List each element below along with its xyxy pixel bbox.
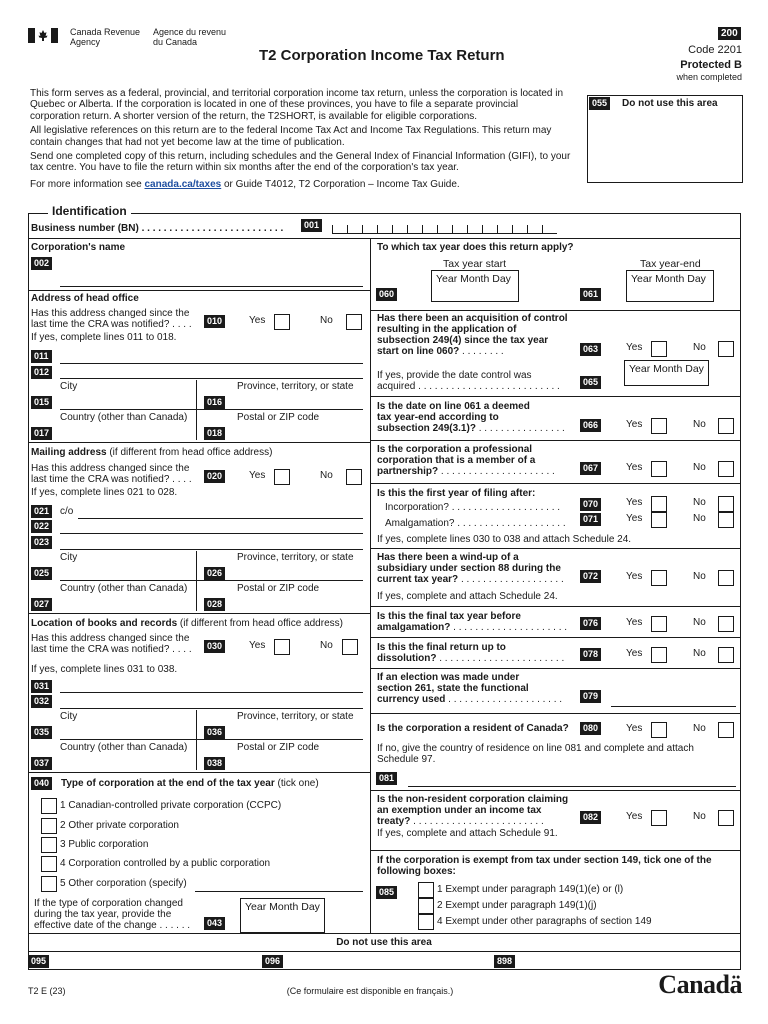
- do-not-use-area-label: Do not use this area: [336, 937, 432, 948]
- exempt-4-checkbox[interactable]: [418, 914, 434, 930]
- head-office-label: Address of head office: [31, 293, 139, 304]
- q067-no-checkbox[interactable]: [718, 461, 734, 477]
- code-037: 037: [31, 757, 52, 770]
- q080-yes-checkbox[interactable]: [651, 722, 667, 738]
- no-label: No: [693, 497, 706, 508]
- corp-type-label: Type of corporation at the end of the tax year (tick one): [61, 778, 319, 789]
- code-079: 079: [580, 690, 601, 703]
- yes-label: Yes: [626, 497, 643, 508]
- protected-label: Protected B: [680, 59, 742, 71]
- canada-flag-icon: [28, 28, 58, 43]
- type-change-date[interactable]: Year Month Day: [240, 898, 325, 933]
- type-4-label: 4 Corporation controlled by a public corporation: [60, 858, 271, 869]
- q063: Has there been an acquisition of control resulting in the application of subsection 249(4) since the tax year start on line 060? . . . . . . . .: [377, 313, 568, 357]
- books-line-032[interactable]: [60, 708, 363, 709]
- code-018: 018: [204, 427, 225, 440]
- q067: Is the corporation a professional corporation that is a member of a partnership? . . . . . . . . . . . . . . . . . . . . .: [377, 444, 555, 477]
- books-no-checkbox[interactable]: [342, 639, 358, 655]
- q076-no-checkbox[interactable]: [718, 616, 734, 632]
- code-016: 016: [204, 396, 225, 409]
- code-081: 081: [376, 772, 397, 785]
- no-label: No: [320, 470, 333, 481]
- exempt-4-label: 4 Exempt under other paragraphs of section 149: [437, 916, 652, 927]
- country-label: Country (other than Canada): [60, 742, 188, 753]
- exempt-2-label: 2 Exempt under paragraph 149(1)(j): [437, 900, 597, 911]
- type-1-checkbox[interactable]: [41, 798, 57, 814]
- code-078: 078: [580, 648, 601, 661]
- bn-input[interactable]: [332, 218, 557, 234]
- ho-no-checkbox[interactable]: [346, 314, 362, 330]
- code-002: 002: [31, 257, 52, 270]
- city-label: City: [60, 381, 78, 392]
- code-028: 028: [204, 598, 225, 611]
- yes-label: Yes: [626, 617, 643, 628]
- code-035: 035: [31, 726, 52, 739]
- french-note: (Ce formulaire est disponible en français.): [286, 986, 454, 996]
- control-date[interactable]: Year Month Day: [624, 360, 709, 386]
- type-5-label: 5 Other corporation (specify): [60, 878, 187, 889]
- incorp-label: Incorporation? . . . . . . . . . . . . . . . . . . . .: [385, 502, 561, 513]
- code-011: 011: [31, 350, 52, 363]
- yes-label: Yes: [626, 462, 643, 473]
- protected-sub: when completed: [676, 72, 742, 82]
- currency-input[interactable]: [611, 706, 736, 707]
- q070: Is this the first year of filing after:: [377, 488, 536, 499]
- books-label: Location of books and records (if different from head office address): [31, 618, 343, 629]
- code-085: 085: [376, 886, 397, 899]
- cra-name-fr: Agence du revenu du Canada: [153, 27, 227, 47]
- co-label: c/o: [60, 506, 74, 517]
- books-changed-q: Has this address changed since the last time the CRA was notified? . . . .: [31, 633, 192, 655]
- code-027: 027: [31, 598, 52, 611]
- corp-name-label: Corporation's name: [31, 242, 126, 253]
- if-no-097: If no, give the country of residence on line 081 and complete and attach Schedule 97.: [377, 743, 694, 765]
- code-036: 036: [204, 726, 225, 739]
- q080-no-checkbox[interactable]: [718, 722, 734, 738]
- country-label: Country (other than Canada): [60, 583, 188, 594]
- code-061: 061: [580, 288, 601, 301]
- q065: If yes, provide the date control was acquired . . . . . . . . . . . . . . . . . . . . . . . . . .: [377, 370, 560, 392]
- q072: Has there been a wind-up of a subsidiary under section 88 during the current tax year? . . . . . . . . . . . . . . . . . . .: [377, 552, 564, 585]
- form-code: Code 2201: [688, 44, 742, 56]
- country-label: Country (other than Canada): [60, 412, 188, 423]
- no-label: No: [693, 342, 706, 353]
- ho-city-line[interactable]: [60, 409, 363, 410]
- mail-line-021[interactable]: [78, 518, 363, 519]
- q066-yes-checkbox[interactable]: [651, 418, 667, 434]
- code-032: 032: [31, 695, 52, 708]
- postal-label: Postal or ZIP code: [237, 742, 320, 753]
- code-071: 071: [580, 513, 601, 526]
- code-030: 030: [204, 640, 225, 653]
- code-060: 060: [376, 288, 397, 301]
- yes-label: Yes: [626, 811, 643, 822]
- type-3-label: 3 Public corporation: [60, 839, 149, 850]
- code-040: 040: [31, 777, 52, 790]
- q082: Is the non-resident corporation claiming an exemption under an income tax treaty? . . . . . . . . . . . . . . . . . . . . . . . .: [377, 794, 569, 827]
- code-072: 072: [580, 570, 601, 583]
- corp-name-input[interactable]: [60, 286, 363, 287]
- city-label: City: [60, 552, 78, 563]
- mail-line-023[interactable]: [60, 549, 363, 550]
- exempt-2-checkbox[interactable]: [418, 898, 434, 914]
- tax-year-q: To which tax year does this return apply?: [377, 242, 574, 253]
- yes-label: Yes: [626, 723, 643, 734]
- country-residence-input[interactable]: [408, 786, 736, 787]
- canada-taxes-link[interactable]: canada.ca/taxes: [144, 178, 222, 190]
- q080: Is the corporation a resident of Canada?: [377, 723, 569, 734]
- code-055: 055: [589, 97, 610, 110]
- q070-no-checkbox[interactable]: [718, 496, 734, 512]
- mailing-label: Mailing address (if different from head office address): [31, 447, 273, 458]
- canada-wordmark: Canadä: [658, 970, 742, 999]
- type-5-checkbox[interactable]: [41, 876, 57, 892]
- code-022: 022: [31, 520, 52, 533]
- no-label: No: [693, 571, 706, 582]
- no-label: No: [693, 513, 706, 524]
- code-043: 043: [204, 917, 225, 930]
- q076-yes-checkbox[interactable]: [651, 616, 667, 632]
- code-021: 021: [31, 505, 52, 518]
- code-031: 031: [31, 680, 52, 693]
- mail-changed-q: Has this address changed since the last time the CRA was notified? . . . .: [31, 463, 192, 485]
- code-067: 067: [580, 462, 601, 475]
- prov-label: Province, territory, or state: [237, 711, 354, 722]
- code-095: 095: [28, 955, 49, 968]
- yes-label: Yes: [626, 648, 643, 659]
- if-yes-031: If yes, complete lines 031 to 038.: [31, 664, 178, 675]
- identification-legend: Identification: [48, 205, 131, 219]
- code-066: 066: [580, 419, 601, 432]
- tax-year-start-label: Tax year start: [443, 258, 507, 270]
- yes-label: Yes: [626, 571, 643, 582]
- code-038: 038: [204, 757, 225, 770]
- no-label: No: [693, 617, 706, 628]
- no-label: No: [693, 419, 706, 430]
- code-076: 076: [580, 617, 601, 630]
- prov-label: Province, territory, or state: [237, 381, 354, 392]
- mail-no-checkbox[interactable]: [346, 469, 362, 485]
- yes-label: Yes: [626, 513, 643, 524]
- q067-yes-checkbox[interactable]: [651, 461, 667, 477]
- type-change-label: If the type of corporation changed during the tax year, provide the effective date of the change . . . . . .: [34, 898, 191, 931]
- q066: Is the date on line 061 a deemed tax year-end according to subsection 249(3.1)? . . . . . . . . . . . . . . . .: [377, 401, 565, 434]
- q082-no-checkbox[interactable]: [718, 810, 734, 826]
- code-082: 082: [580, 811, 601, 824]
- q072-no-checkbox[interactable]: [718, 570, 734, 586]
- intro-text: This form serves as a federal, provincial, and territorial corporation income tax return, unless the corporation is located in Quebec or Alberta. If the corporation is located in one of these provinces, you have to file a separate provincial corporation return. A shorter version of the return, the T2SHORT, is available for eligible corporations. All legislative references on this return are to the federal Income Tax Act and Income Tax Regulations. This return may contain changes that had not yet become law at the time of publication. Send one completed copy of this return, including schedules and the General Index of Financial Information (GIFI), to your tax centre. You have to file the return within six months after the end of the corporation's tax year. For more information see canada.ca/taxes or Guide T4012, T2 Corporation – Income Tax Guide.: [30, 88, 571, 190]
- type-2-checkbox[interactable]: [41, 818, 57, 834]
- do-not-use-055: Do not use this area: [622, 98, 718, 109]
- q076: Is this the final tax year before amalgamation? . . . . . . . . . . . . . . . . . . . . .: [377, 611, 568, 633]
- form-id: T2 E (23): [28, 986, 66, 996]
- mail-city-line[interactable]: [60, 580, 363, 581]
- exempt-1-checkbox[interactable]: [418, 882, 434, 898]
- type-3-checkbox[interactable]: [41, 837, 57, 853]
- q063-no-checkbox[interactable]: [718, 341, 734, 357]
- postal-label: Postal or ZIP code: [237, 583, 320, 594]
- code-898: 898: [494, 955, 515, 968]
- code-012: 012: [31, 366, 52, 379]
- bn-label: Business number (BN) . . . . . . . . . . . . . . . . . . . . . . . . . .: [31, 223, 284, 234]
- no-label: No: [693, 811, 706, 822]
- code-065: 065: [580, 376, 601, 389]
- code-015: 015: [31, 396, 52, 409]
- code-025: 025: [31, 567, 52, 580]
- yes-label: Yes: [626, 419, 643, 430]
- mail-line-022[interactable]: [60, 533, 363, 534]
- form-number-badge: 200: [718, 27, 741, 40]
- no-label: No: [693, 462, 706, 473]
- q085: If the corporation is exempt from tax under section 149, tick one of the following boxes:: [377, 855, 712, 877]
- q082-yes-checkbox[interactable]: [651, 810, 667, 826]
- q078-no-checkbox[interactable]: [718, 647, 734, 663]
- books-city-line[interactable]: [60, 739, 363, 740]
- ho-line-011[interactable]: [60, 363, 363, 364]
- postal-label: Postal or ZIP code: [237, 412, 320, 423]
- code-020: 020: [204, 470, 225, 483]
- books-line-031[interactable]: [60, 692, 363, 693]
- code-070: 070: [580, 498, 601, 511]
- code-017: 017: [31, 427, 52, 440]
- books-yes-checkbox[interactable]: [274, 639, 290, 655]
- if-yes-91: If yes, complete and attach Schedule 91.: [377, 828, 558, 839]
- cra-name-en: Canada Revenue Agency: [70, 27, 141, 47]
- type-2-label: 2 Other private corporation: [60, 820, 179, 831]
- ho-changed-q: Has this address changed since the last time the CRA was notified? . . . .: [31, 308, 192, 330]
- code-080: 080: [580, 722, 601, 735]
- q063-yes-checkbox[interactable]: [651, 341, 667, 357]
- q072-yes-checkbox[interactable]: [651, 570, 667, 586]
- ho-line-012[interactable]: [60, 378, 363, 379]
- type-1-label: 1 Canadian-controlled private corporation (CCPC): [60, 800, 282, 811]
- q066-no-checkbox[interactable]: [718, 418, 734, 434]
- q070-yes-checkbox[interactable]: [651, 496, 667, 512]
- q071-no-checkbox[interactable]: [718, 512, 734, 528]
- exempt-1-label: 1 Exempt under paragraph 149(1)(e) or (l): [437, 884, 624, 895]
- code-023: 023: [31, 536, 52, 549]
- if-yes-021: If yes, complete lines 021 to 028.: [31, 487, 178, 498]
- prov-label: Province, territory, or state: [237, 552, 354, 563]
- type-5-specify-line[interactable]: [195, 891, 363, 892]
- if-yes-011: If yes, complete lines 011 to 018.: [31, 332, 177, 343]
- q071-yes-checkbox[interactable]: [651, 512, 667, 528]
- city-label: City: [60, 711, 78, 722]
- q078: Is this the final return up to dissolution? . . . . . . . . . . . . . . . . . . . . . . .: [377, 642, 565, 664]
- no-label: No: [693, 648, 706, 659]
- yes-label: Yes: [626, 342, 643, 353]
- no-label: No: [320, 640, 333, 651]
- code-001: 001: [301, 219, 322, 232]
- yes-label: Yes: [249, 315, 266, 326]
- tax-year-start-date[interactable]: Year Month Day: [431, 270, 519, 302]
- code-026: 026: [204, 567, 225, 580]
- yes-label: Yes: [249, 470, 266, 481]
- q078-yes-checkbox[interactable]: [651, 647, 667, 663]
- if-yes-030: If yes, complete lines 030 to 038 and attach Schedule 24.: [377, 534, 632, 545]
- form-title: T2 Corporation Income Tax Return: [259, 47, 505, 64]
- tax-year-end-date[interactable]: Year Month Day: [626, 270, 714, 302]
- if-yes-24: If yes, complete and attach Schedule 24.: [377, 591, 558, 602]
- q079: If an election was made under section 261, state the functional currency used . . . . . . . . . . . . . . . . . . . . .: [377, 672, 563, 705]
- code-063: 063: [580, 343, 601, 356]
- ho-yes-checkbox[interactable]: [274, 314, 290, 330]
- tax-year-end-label: Tax year-end: [640, 258, 701, 270]
- mail-yes-checkbox[interactable]: [274, 469, 290, 485]
- amalg-label: Amalgamation? . . . . . . . . . . . . . . . . . . . .: [385, 518, 566, 529]
- code-096: 096: [262, 955, 283, 968]
- no-label: No: [320, 315, 333, 326]
- yes-label: Yes: [249, 640, 266, 651]
- no-label: No: [693, 723, 706, 734]
- type-4-checkbox[interactable]: [41, 856, 57, 872]
- code-010: 010: [204, 315, 225, 328]
